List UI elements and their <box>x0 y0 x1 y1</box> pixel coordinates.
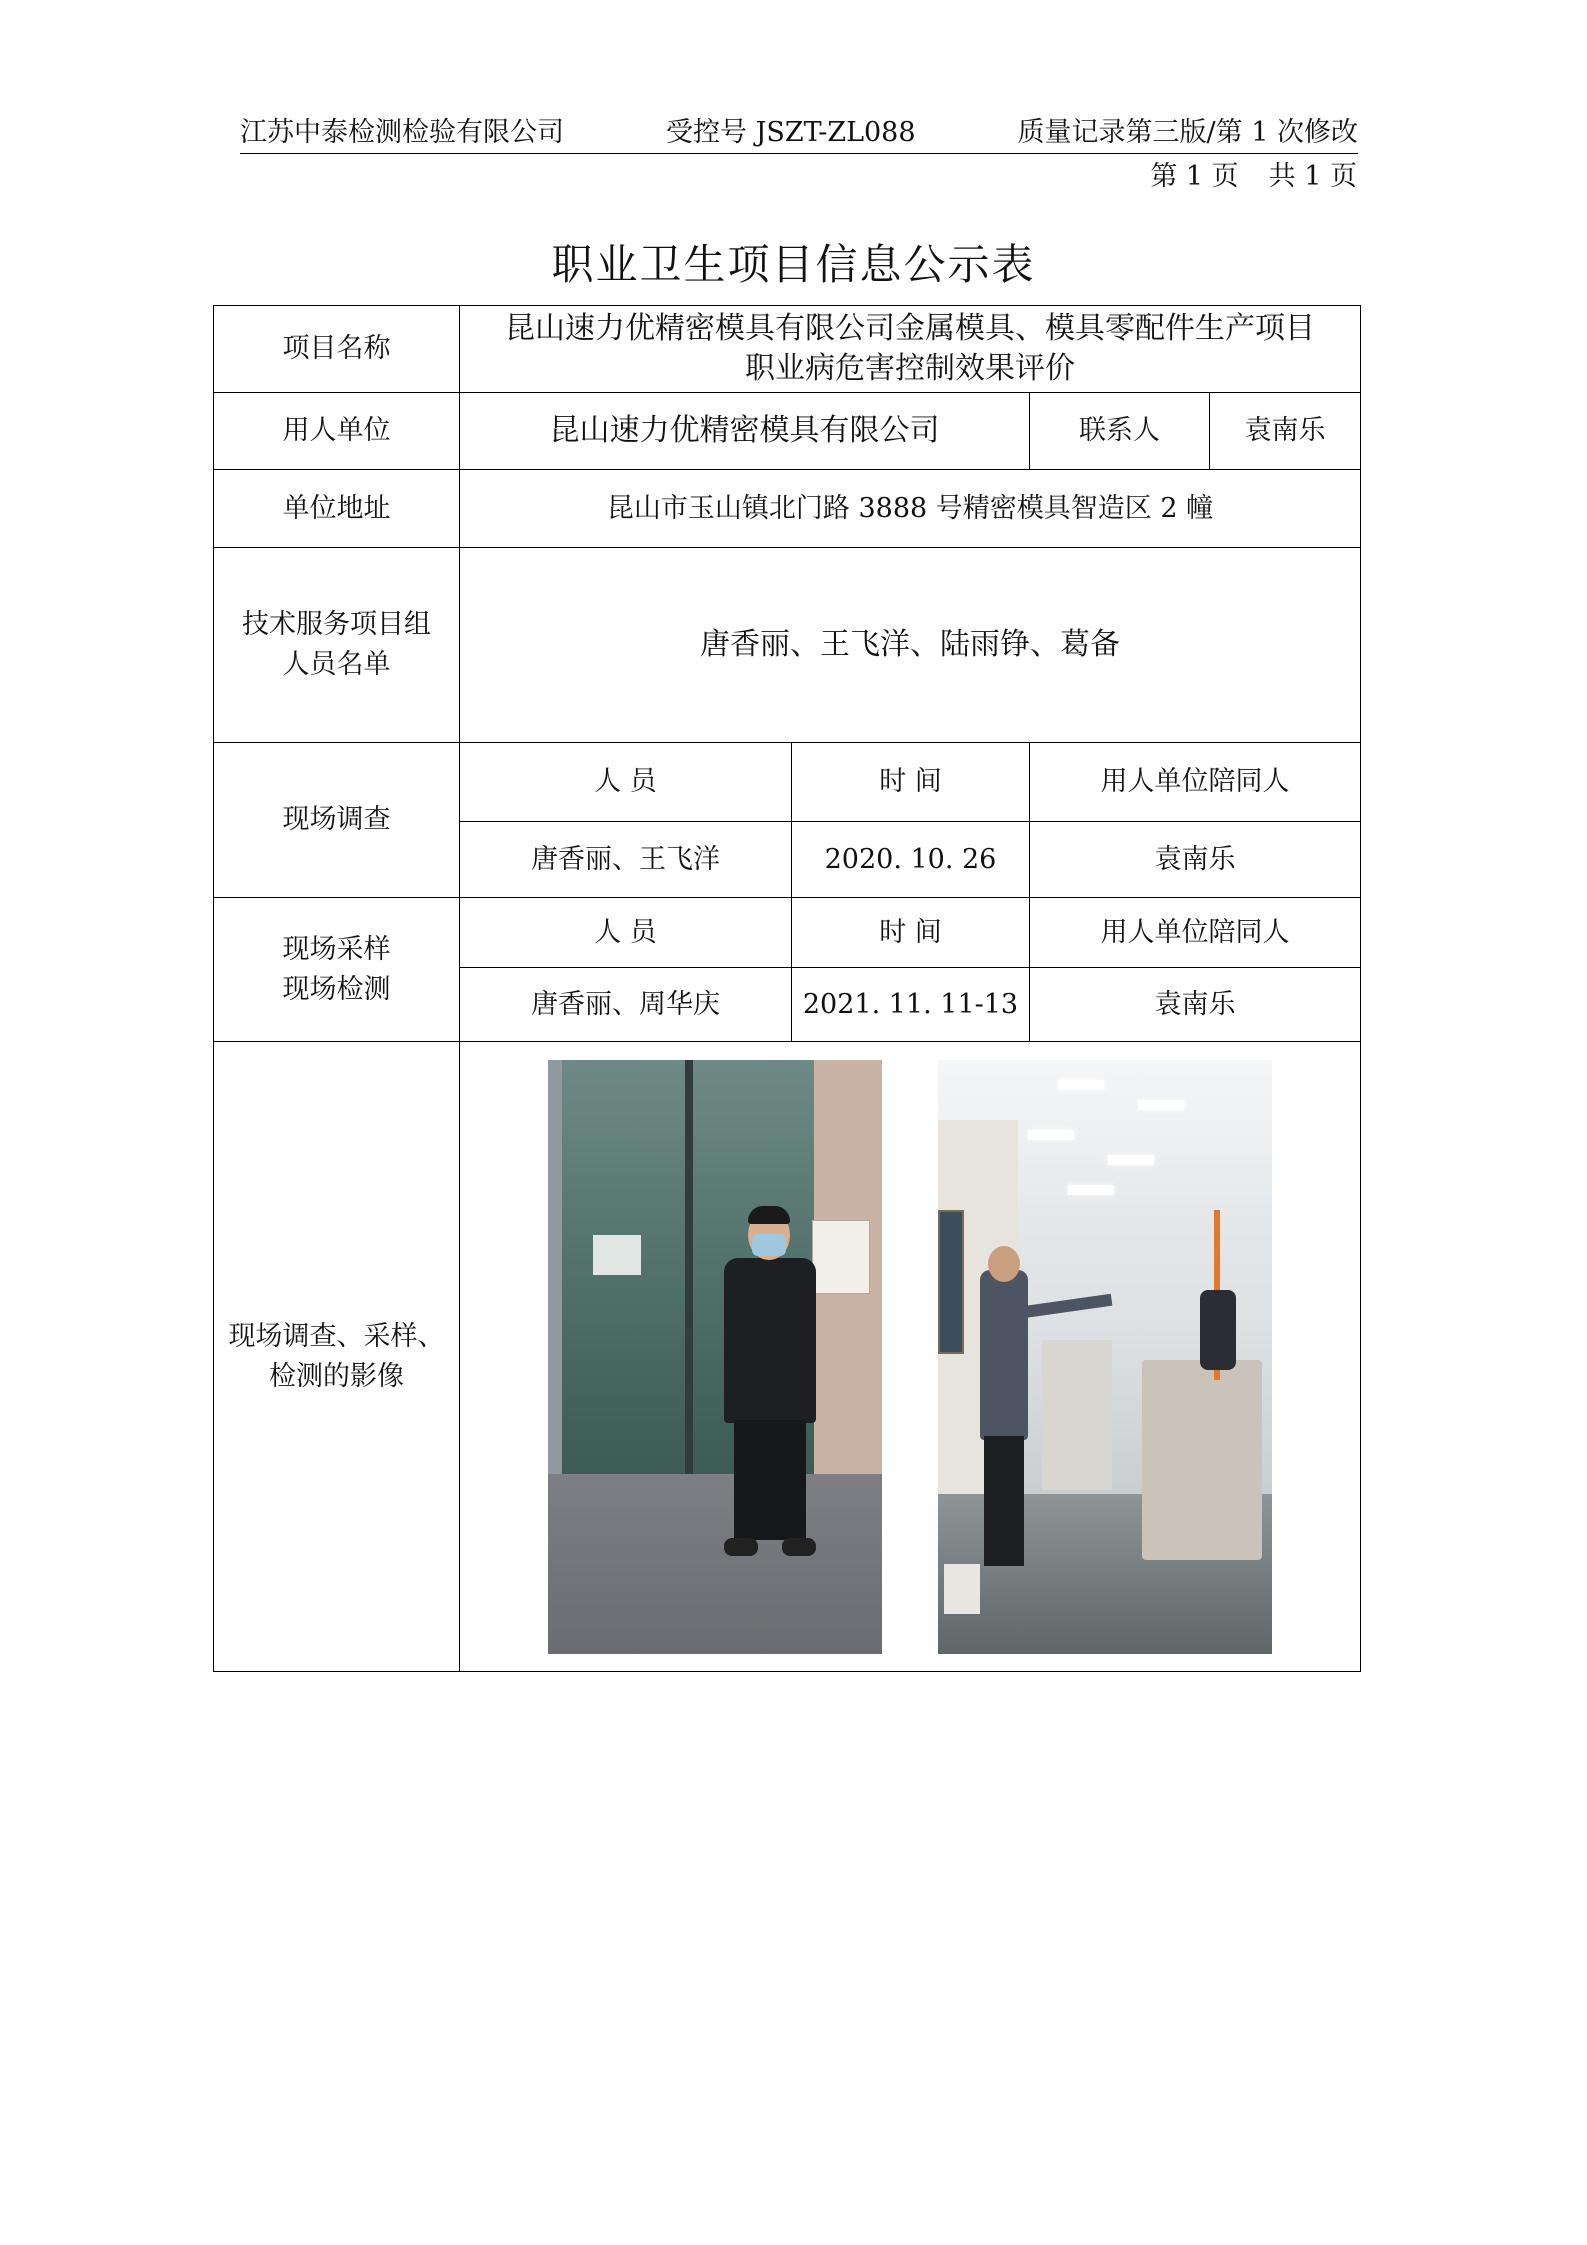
sampling-label-line2: 现场检测 <box>282 973 391 1005</box>
images-label-line1: 现场调查、采样、 <box>228 1320 445 1352</box>
survey-col-time: 时 间 <box>792 743 1030 822</box>
team-label <box>214 548 460 743</box>
info-table <box>213 305 1361 1672</box>
images-label <box>214 1042 460 1672</box>
team-label-line2: 人员名单 <box>282 649 391 680</box>
row-project-name <box>214 306 1361 393</box>
project-name-label: 项目名称 <box>214 306 460 393</box>
contact-value: 袁南乐 <box>1210 393 1361 470</box>
survey-col-people: 人 员 <box>460 743 792 822</box>
team-label-line1: 技术服务项目组 <box>242 609 431 640</box>
survey-companion: 袁南乐 <box>1030 822 1361 898</box>
contact-label: 联系人 <box>1030 393 1210 470</box>
page-title: 职业卫生项目信息公示表 <box>551 240 1036 289</box>
survey-col-companion: 用人单位陪同人 <box>1030 743 1361 822</box>
team-value: 唐香丽、王飞洋、陆雨铮、葛备 <box>460 548 1361 743</box>
survey-time: 2020. 10. 26 <box>792 822 1030 898</box>
row-images <box>214 1042 1361 1672</box>
page-header <box>240 112 1358 154</box>
sampling-label-line1: 现场采样 <box>282 933 391 965</box>
address-label: 单位地址 <box>214 470 460 548</box>
sampling-col-time: 时 间 <box>792 898 1030 968</box>
company-name: 江苏中泰检测检验有限公司 <box>240 117 564 148</box>
survey-people: 唐香丽、王飞洋 <box>460 822 792 898</box>
page-info <box>1150 154 1357 193</box>
employer-value: 昆山速力优精密模具有限公司 <box>460 393 1030 470</box>
employer-label: 用人单位 <box>214 393 460 470</box>
sampling-people: 唐香丽、周华庆 <box>460 968 792 1042</box>
row-employer <box>214 393 1361 470</box>
sampling-companion: 袁南乐 <box>1030 968 1361 1042</box>
sampling-col-companion: 用人单位陪同人 <box>1030 898 1361 968</box>
page-number: 第 1 页 <box>1150 161 1239 192</box>
floor-sign <box>944 1564 980 1614</box>
row-team <box>214 548 1361 743</box>
address-value: 昆山市玉山镇北门路 3888 号精密模具智造区 2 幢 <box>460 470 1361 548</box>
version-info: 质量记录第三版/第 1 次修改 <box>1017 117 1358 148</box>
row-address <box>214 470 1361 548</box>
images-cell <box>460 1042 1361 1672</box>
project-name-line2: 职业病危害控制效果评价 <box>745 351 1075 386</box>
photo-gallery <box>466 1060 1354 1654</box>
notice-sign <box>812 1220 870 1294</box>
project-name-line1: 昆山速力优精密模具有限公司金属模具、模具零配件生产项目 <box>505 311 1315 346</box>
sampling-label <box>214 898 460 1042</box>
sampling-col-people: 人 员 <box>460 898 792 968</box>
images-label-line2: 检测的影像 <box>269 1360 404 1392</box>
row-sampling-header <box>214 898 1361 968</box>
control-number: 受控号 JSZT-ZL088 <box>666 117 916 148</box>
page-total: 共 1 页 <box>1268 161 1357 192</box>
row-survey-header <box>214 743 1361 822</box>
sampling-time: 2021. 11. 11-13 <box>792 968 1030 1042</box>
survey-label: 现场调查 <box>214 743 460 898</box>
project-name-value <box>460 306 1361 393</box>
entrance-photo <box>548 1060 882 1654</box>
workshop-photo <box>938 1060 1272 1654</box>
